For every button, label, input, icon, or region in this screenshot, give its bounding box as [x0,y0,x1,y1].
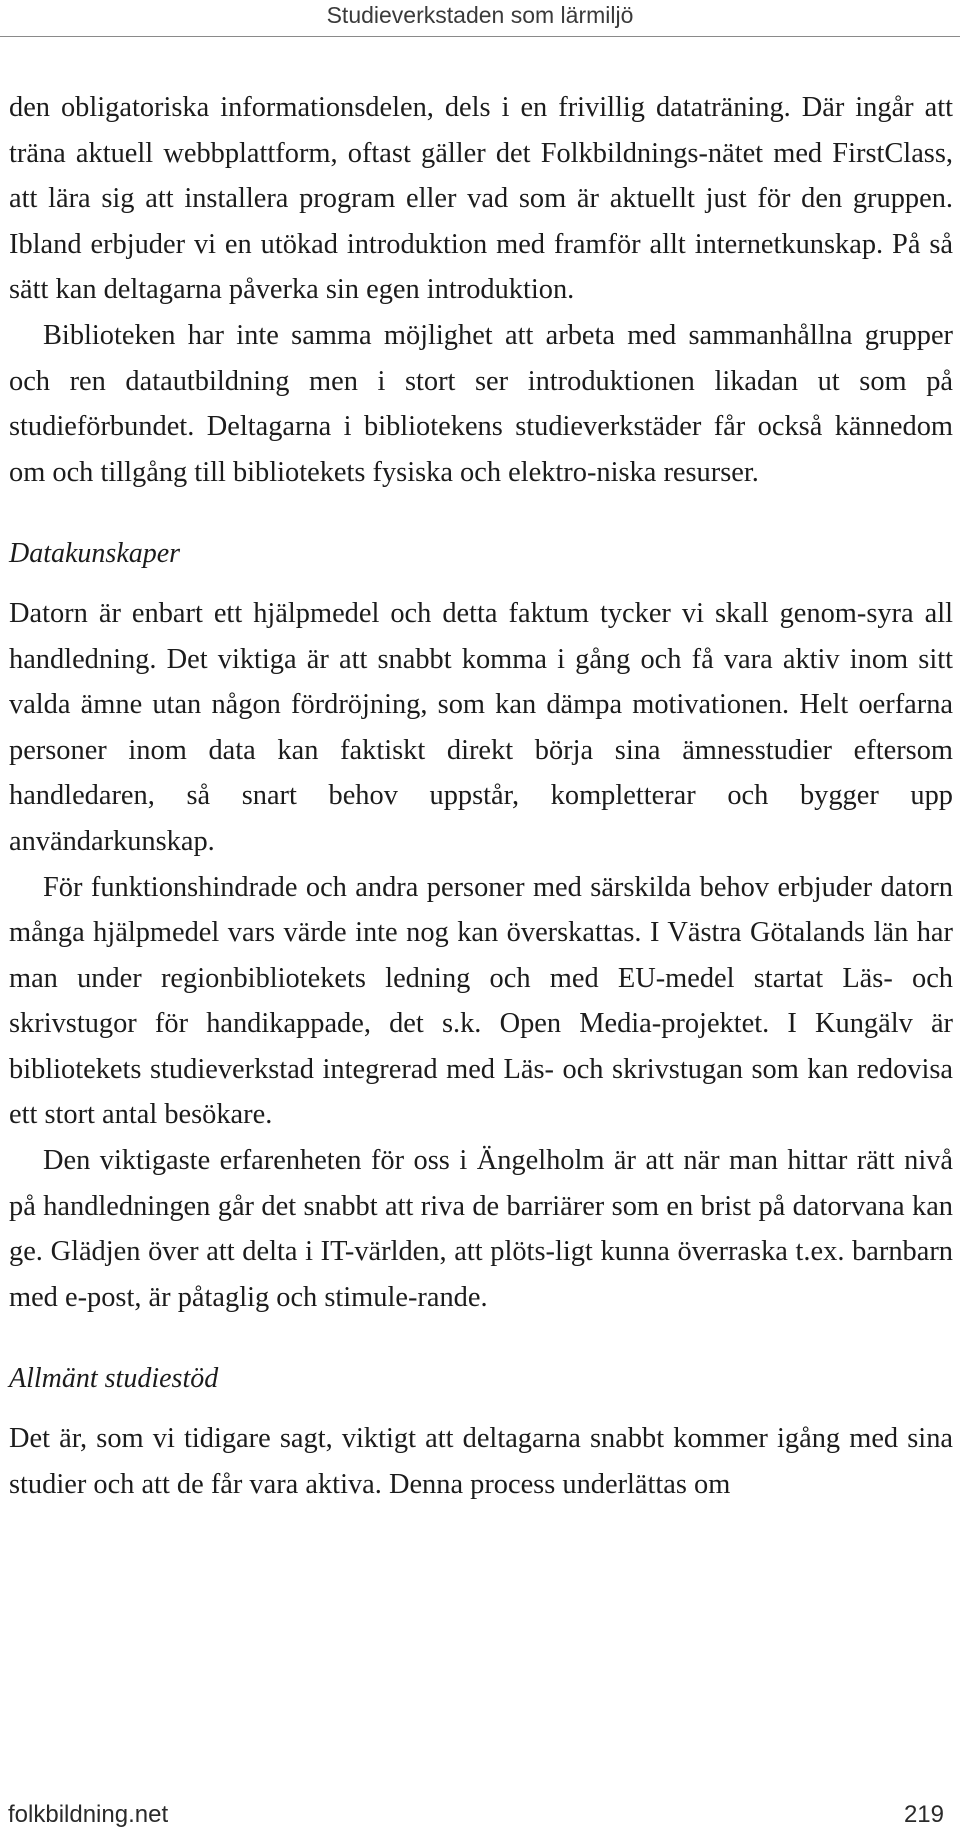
section-heading: Allmänt studiestöd [9,1363,219,1395]
spacer [9,495,953,531]
page-number: 219 [903,1801,944,1828]
running-header: Studieverkstaden som lärmiljö [326,2,634,28]
page-body [9,85,953,1507]
paragraph: den obligatoriska informationsdelen, dels i en frivillig dataträning. Där ingår att träna aktuell webbplattform, oftast gäller det Folkbildnings-nätet med FirstClass, att lära sig att installera program eller vad som är aktuellt just för den gruppen. Ibland erbjuder vi en utökad introduktion med framför allt internetkunskap. På så sätt kan deltagarna påverka sin egen introduktion. [9,92,953,306]
spacer [9,1402,953,1416]
paragraph: Det är, som vi tidigare sagt, viktigt att deltagarna snabbt kommer igång med sina studier och att de får vara aktiva. Denna process underlättas om [9,1423,953,1500]
header-rule [0,36,960,37]
footer-site: folkbildning.net [8,1801,169,1828]
spacer [9,1320,953,1356]
paragraph: Biblioteken har inte samma möjlighet att arbeta med sammanhållna grupper och ren datautbildning men i stort ser introduktionen likadan ut som på studieförbundet. Deltagarna i bibliotekens studieverkstäder får också kännedom om och tillgång till bibliotekets fysiska och elektro-niska resurser. [9,319,953,488]
paragraph: För funktionshindrade och andra personer med särskilda behov erbjuder datorn många hjälpmedel vars värde inte nog kan överskattas. I Västra Götalands län har man under regionbibliotekets ledning och med EU-medel startat Läs- och skrivstugor för handikappade, det s.k. Open Media-projektet. I Kungälv är bibliotekets studieverkstad integrerad med Läs- och skrivstugan som kan redovisa ett stort antal besökare. [9,871,953,1131]
paragraph: Den viktigaste erfarenheten för oss i Ängelholm är att när man hittar rätt nivå på handledningen går det snabbt att riva de barriärer som en brist på datorvana kan ge. Glädjen över att delta i IT-världen, att plöts-ligt kunna överraska t.ex. barnbarn med e-post, är påtaglig och stimule-rande. [9,1145,953,1313]
section-heading: Datakunskaper [9,538,181,570]
paragraph: Datorn är enbart ett hjälpmedel och detta faktum tycker vi skall genom-syra all handledning. Det viktiga är att snabbt komma i gång och få vara aktiv inom sitt valda ämne utan någon fördröjning, som kan dämpa motivationen. Helt oerfarna personer inom data kan faktiskt direkt börja sina ämnesstudier eftersom handledaren, så snart behov uppstår, kompletterar och bygger upp användarkunskap. [9,597,953,857]
spacer [9,577,953,591]
